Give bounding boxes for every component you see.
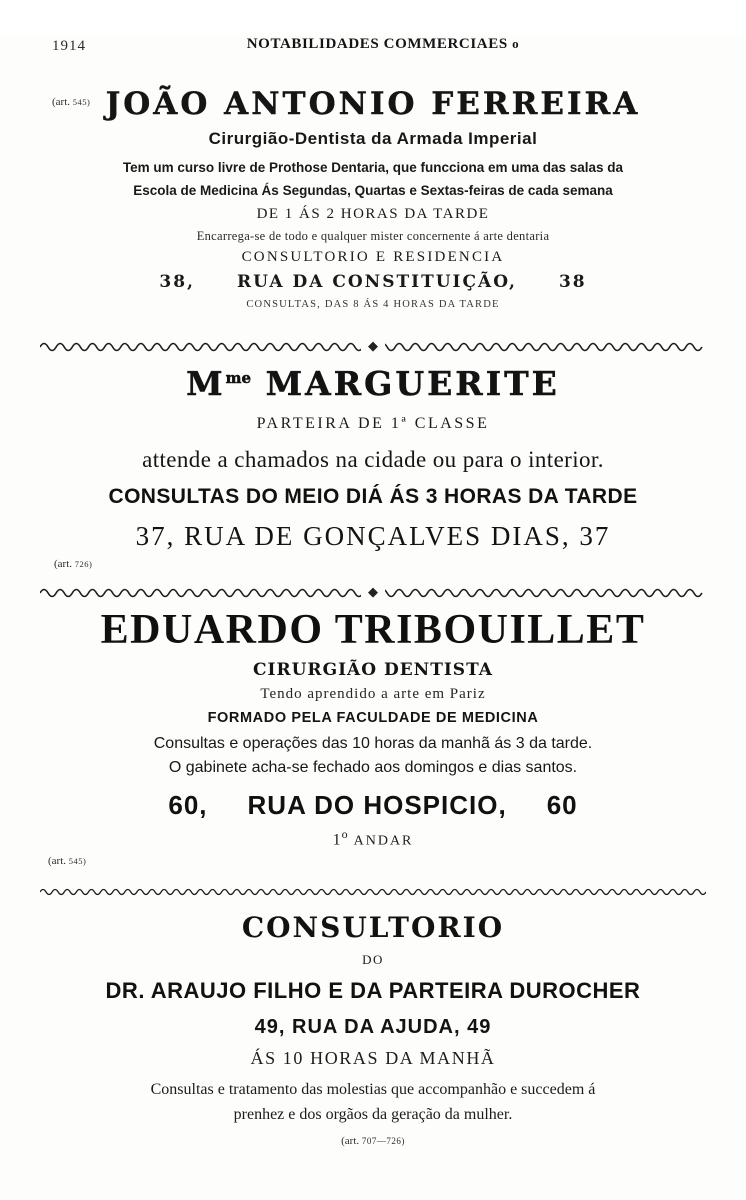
ad1-note: Encarrega-se de todo e qualquer mister concernente á arte dentaria <box>196 229 550 243</box>
ad3-art-number: 545) <box>68 856 87 867</box>
ad1-footer: CONSULTAS, DAS 8 ÁS 4 HORAS DA TARDE <box>246 299 500 310</box>
running-head-title <box>132 36 694 53</box>
ad2-art-label: (art. <box>54 558 73 570</box>
ad3-art-ref <box>48 855 86 867</box>
ad3-andar-number: 1 <box>332 831 342 849</box>
separator-2 <box>40 582 706 604</box>
running-head-mark: o <box>512 36 520 51</box>
ad1-address-num-left: 38, <box>159 272 195 292</box>
ad3-address-street: RUA DO HOSPICIO, <box>247 790 507 820</box>
ad3-tendo: Tendo aprendido a arte em Pariz <box>260 686 486 702</box>
ad2-name-main: MARGUERITE <box>265 364 560 403</box>
ad3-name: EDUARDO TRIBOUILLET <box>100 607 646 653</box>
ad2-name-superscript: me <box>225 369 252 387</box>
ad-eduardo-tribouillet <box>44 606 702 868</box>
page-folio: 1914 <box>52 38 86 54</box>
separator-ornament-icon: ◆ <box>361 336 385 356</box>
ad2-art-ref <box>54 558 92 570</box>
ad3-andar-word: ANDAR <box>353 833 414 849</box>
ad2-hours: CONSULTAS DO MEIO DIÁ ÁS 3 HORAS DA TARDE <box>108 485 638 508</box>
ad1-art-number: 545) <box>72 97 91 107</box>
ad1-address-num-right: 38 <box>558 272 587 292</box>
ad4-art-number: 707—726) <box>361 1136 405 1147</box>
document-page <box>0 36 746 1200</box>
ad3-consultas-line1: Consultas e operações das 10 horas da manhã ás 3 da tarde. <box>153 735 593 752</box>
ad4-text-line1: Consultas e tratamento das molestias que accompanhão e succedem á <box>150 1081 596 1099</box>
ad1-art-label: (art. <box>52 96 71 108</box>
ad3-address <box>44 790 702 821</box>
ad4-text-line2: prenhez e dos orgãos da geração da mulher. <box>233 1106 513 1124</box>
ad4-art-ref <box>44 1135 702 1147</box>
ad2-address: 37, RUA DE GONÇALVES DIAS, 37 <box>135 521 611 551</box>
ad4-title: CONSULTORIO <box>241 911 505 945</box>
separator-ornament-icon: ◆ <box>361 582 385 602</box>
ad1-art-ref <box>52 96 90 108</box>
ad1-address-street: RUA DA CONSTITUIÇÃO, <box>236 272 517 292</box>
ad3-consultas-line2: O gabinete acha-se fechado aos domingos e dias santos. <box>168 759 578 776</box>
ad3-subtitle: CIRURGIÃO DENTISTA <box>253 660 493 680</box>
ad1-paragraph-line1: Tem um curso livre de Prothose Dentaria, que funcciona em uma das salas da <box>122 160 624 175</box>
wavy-rule-icon <box>40 881 706 903</box>
running-head <box>52 36 694 70</box>
ad4-names: DR. ARAUJO FILHO E DA PARTEIRA DUROCHER <box>105 978 641 1004</box>
ad-consultorio-araujo-filho <box>44 911 702 1147</box>
separator-3 <box>40 881 706 903</box>
running-head-text: NOTABILIDADES COMMERCIAES <box>246 36 508 52</box>
ad4-address: 49, RUA DA AJUDA, 49 <box>254 1016 492 1039</box>
ad3-andar-superscript: o <box>341 827 349 841</box>
ad1-subtitle: Cirurgião-Dentista da Armada Imperial <box>208 129 538 148</box>
ad2-attend: attende a chamados na cidade ou para o interior. <box>142 447 604 472</box>
ad-mme-marguerite <box>44 364 702 570</box>
ad2-art-number: 726) <box>74 559 93 569</box>
ad2-name <box>44 364 702 403</box>
ad2-subtitle: PARTEIRA DE 1ª CLASSE <box>256 415 490 432</box>
ad3-formado: FORMADO PELA FACULDADE DE MEDICINA <box>207 710 539 726</box>
ad1-name: JOÃO ANTONIO FERREIRA <box>105 86 641 122</box>
ad1-paragraph-line2: Escola de Medicina Ás Segundas, Quartas e Sextas-feiras de cada semana <box>133 183 613 198</box>
ad-joao-antonio-ferreira <box>44 86 702 310</box>
ad4-do: DO <box>362 952 384 968</box>
separator-1 <box>40 336 706 358</box>
ad1-consultorio-label: CONSULTORIO E RESIDENCIA <box>241 249 505 265</box>
ad3-address-num-left: 60, <box>168 790 208 820</box>
ad1-address <box>44 272 702 292</box>
ad1-hours: DE 1 ÁS 2 HORAS DA TARDE <box>256 206 490 222</box>
ad4-hours: ÁS 10 HORAS DA MANHÃ <box>250 1048 496 1069</box>
ad3-andar <box>44 827 702 849</box>
ad4-art-label: (art. <box>341 1135 360 1148</box>
ad2-name-prefix: M <box>186 364 226 403</box>
ad3-address-num-right: 60 <box>546 790 578 820</box>
ad3-art-label: (art. <box>48 855 67 868</box>
